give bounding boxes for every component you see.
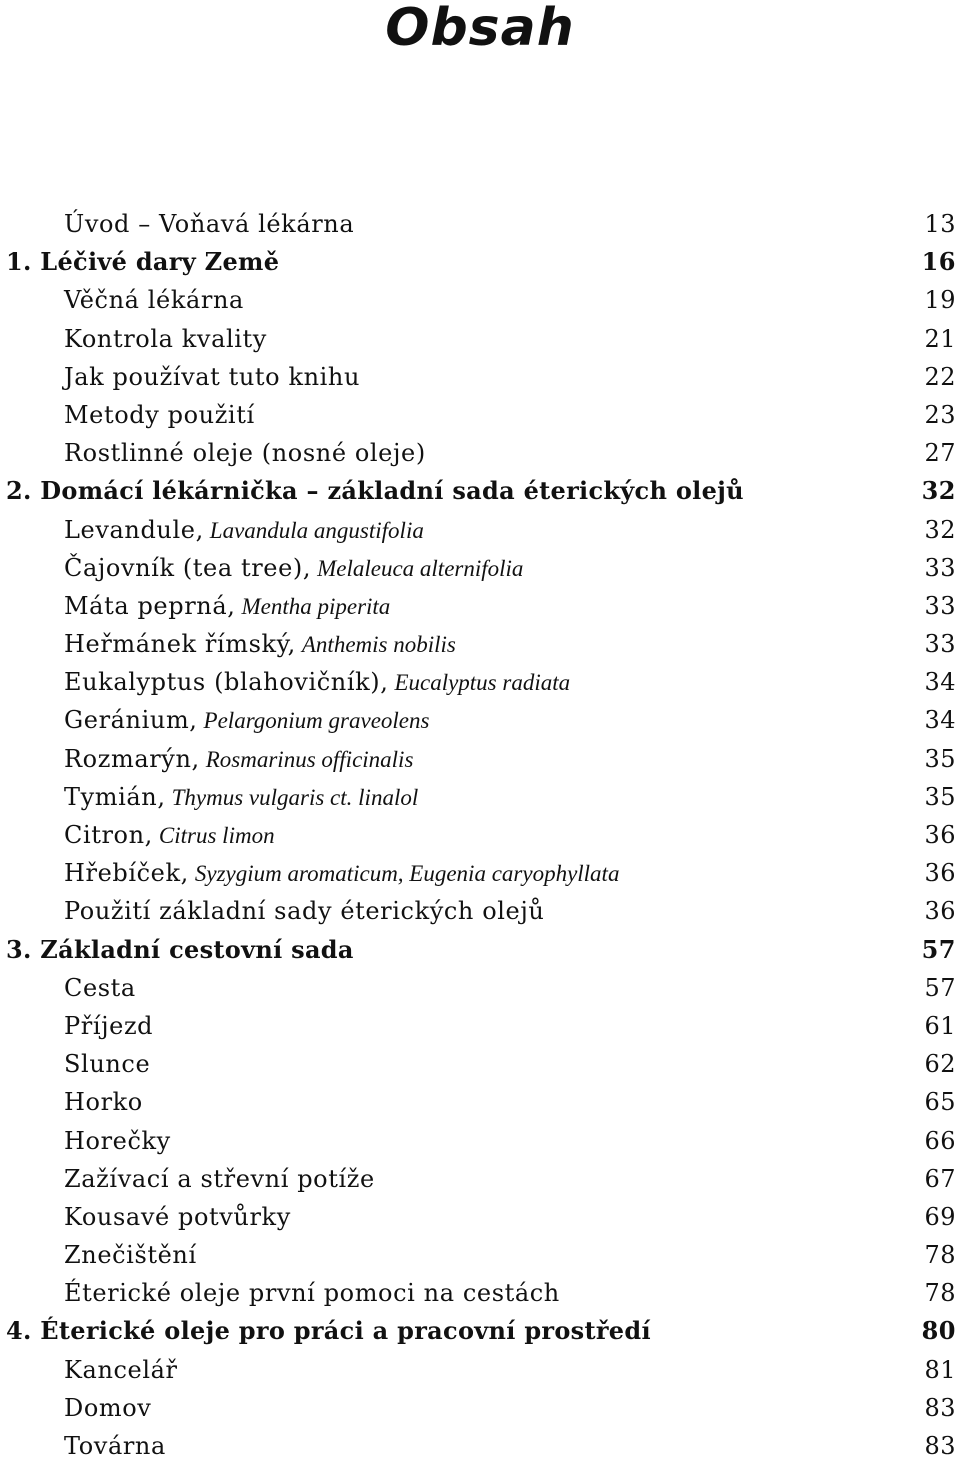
toc-entry-title <box>64 972 136 1004</box>
toc-entry-page-number: 81 <box>924 1355 956 1384</box>
toc-entry-title <box>6 246 279 278</box>
toc-entry <box>0 281 960 319</box>
toc-entry-page-number: 34 <box>924 668 956 697</box>
toc-entry <box>0 587 960 625</box>
toc-entry-title <box>64 208 354 240</box>
toc-entry-label: Horko <box>64 1088 143 1117</box>
toc-entry-latin-name: Rosmarinus officinalis <box>205 746 414 772</box>
toc-entry-page-number: 19 <box>924 286 956 315</box>
toc-entry-title <box>64 1125 171 1157</box>
toc-entry <box>0 1083 960 1121</box>
toc-entry-label: Použití základní sady éterických olejů <box>64 897 545 926</box>
toc-entry-title <box>6 934 354 966</box>
toc-entry-page-number: 27 <box>924 439 956 468</box>
toc-entry <box>0 969 960 1007</box>
toc-entry <box>0 511 960 549</box>
toc-entry-page-number: 32 <box>921 476 956 506</box>
toc-entry-title <box>64 743 413 776</box>
toc-entry-page-number: 83 <box>924 1393 956 1422</box>
toc-entry-label: Levandule, <box>64 515 204 544</box>
toc-entry-label: Slunce <box>64 1050 151 1079</box>
toc-entry <box>0 740 960 778</box>
toc-entry-title <box>64 361 360 393</box>
toc-entry <box>0 701 960 739</box>
toc-entry-page-number: 36 <box>924 821 956 849</box>
toc-entry-label: Heřmánek římský, <box>64 630 296 659</box>
toc-entry <box>0 549 960 587</box>
toc-entry-page-number: 33 <box>924 630 956 659</box>
toc-entry-label: Věčná lékárna <box>64 286 244 315</box>
toc-entry-latin-name: Citrus limon <box>158 823 275 848</box>
toc-chapter-entry <box>0 931 960 969</box>
toc-entry-page-number: 23 <box>924 400 956 429</box>
toc-entry-page-number: 32 <box>924 515 956 544</box>
toc-entry-page-number: 57 <box>921 934 956 964</box>
toc-entry-title <box>64 323 267 355</box>
toc-entry-title <box>6 475 744 507</box>
toc-entry <box>0 816 960 854</box>
toc-entry <box>0 1007 960 1045</box>
toc-entry-title <box>64 1048 150 1080</box>
toc-entry-label: Rostlinné oleje (nosné oleje) <box>64 439 426 468</box>
toc-entry-page-number: 62 <box>924 1050 956 1079</box>
toc-entry-page-number: 65 <box>924 1088 956 1117</box>
toc-entry-latin-name: Melaleuca alternifolia <box>317 555 524 581</box>
toc-entry <box>0 1351 960 1389</box>
toc-entry-label: Rozmarýn, <box>64 744 200 773</box>
toc-entry-label: Éterické oleje první pomoci na cestách <box>64 1279 560 1308</box>
toc-entry-title <box>64 1163 375 1195</box>
toc-entry-label: Tymián, <box>64 782 166 811</box>
page-title: Obsah <box>385 0 575 58</box>
toc-entry-label: 1. Léčivé dary Země <box>6 247 280 277</box>
toc-entry-page-number: 36 <box>924 897 956 926</box>
toc-entry-label: 4. Éterické oleje pro práci a pracovní prostředí <box>6 1316 651 1346</box>
toc-entry-title <box>64 704 429 737</box>
toc-entry-title <box>64 1239 197 1271</box>
toc-entry-title <box>64 1277 560 1309</box>
toc-entry-label: Úvod – Voňavá lékárna <box>64 210 355 238</box>
toc-entry-page-number: 36 <box>924 859 956 888</box>
toc-entry-title <box>64 819 275 852</box>
toc-entry <box>0 1198 960 1236</box>
toc-entry <box>0 854 960 892</box>
toc-entry-title <box>64 1010 153 1042</box>
toc-entry-label: Čajovník (tea tree), <box>64 553 312 582</box>
toc-entry <box>0 434 960 472</box>
toc-entry-label: Metody použití <box>64 400 255 429</box>
toc-entry-page-number: 13 <box>924 210 956 238</box>
toc-entry-label: Jak používat tuto knihu <box>64 362 361 391</box>
toc-entry-label: Cesta <box>64 973 136 1002</box>
toc-entry <box>0 1274 960 1312</box>
toc-entry-title <box>64 1201 291 1233</box>
toc-entry-label: Kousavé potvůrky <box>64 1202 291 1231</box>
toc-entry-title <box>64 1430 166 1462</box>
toc-chapter-entry <box>0 1312 960 1350</box>
toc-entry-label: Kancelář <box>64 1355 178 1384</box>
table-of-contents <box>0 205 960 1465</box>
toc-entry-label: Hřebíček, <box>64 859 189 888</box>
toc-entry-page-number: 66 <box>924 1126 956 1155</box>
toc-entry <box>0 358 960 396</box>
toc-entry-latin-name: Anthemis nobilis <box>301 632 456 658</box>
toc-entry-title <box>64 781 418 814</box>
toc-entry-label: 2. Domácí lékárnička – základní sada éterických olejů <box>6 476 744 506</box>
toc-chapter-entry <box>0 472 960 510</box>
toc-entry-label: Znečištění <box>64 1241 197 1270</box>
toc-entry <box>0 1122 960 1160</box>
toc-entry-label: Továrna <box>64 1432 166 1460</box>
toc-entry-title <box>64 1086 143 1118</box>
toc-entry-page-number: 61 <box>924 1011 956 1040</box>
toc-entry-title <box>64 552 523 585</box>
toc-entry-latin-name: Eucalyptus radiata <box>394 670 571 696</box>
toc-entry-latin-name: Syzygium aromaticum, Eugenia caryophyllata <box>194 861 620 887</box>
toc-entry <box>0 320 960 358</box>
toc-entry-latin-name: Thymus vulgaris ct. linalol <box>171 784 419 810</box>
toc-entry-page-number: 33 <box>924 591 956 620</box>
toc-entry-page-number: 35 <box>924 744 956 773</box>
toc-entry-title <box>64 1392 151 1424</box>
toc-entry-title <box>64 666 570 699</box>
toc-entry-page-number: 21 <box>924 324 956 353</box>
toc-entry-page-number: 83 <box>924 1432 956 1460</box>
toc-entry <box>0 892 960 930</box>
toc-entry-title <box>64 1354 178 1386</box>
toc-entry-page-number: 78 <box>924 1279 956 1308</box>
toc-entry-label: Zažívací a střevní potíže <box>64 1164 375 1193</box>
toc-entry <box>0 1160 960 1198</box>
toc-entry-label: Citron, <box>64 821 153 849</box>
toc-chapter-entry <box>0 243 960 281</box>
toc-entry <box>0 1236 960 1274</box>
toc-entry-title <box>64 437 426 469</box>
toc-entry-title <box>64 590 390 623</box>
toc-entry-label: Kontrola kvality <box>64 324 267 353</box>
toc-entry-label: Příjezd <box>64 1011 154 1040</box>
toc-entry-label: Horečky <box>64 1126 171 1155</box>
toc-entry-page-number: 33 <box>924 553 956 582</box>
toc-entry-title <box>64 628 456 661</box>
toc-entry-title <box>64 399 255 431</box>
toc-entry-latin-name: Pelargonium graveolens <box>203 708 430 734</box>
toc-entry-page-number: 78 <box>924 1241 956 1270</box>
toc-entry <box>0 1389 960 1427</box>
toc-entry-latin-name: Lavandula angustifolia <box>209 517 424 543</box>
toc-entry-page-number: 57 <box>924 973 956 1002</box>
toc-entry-page-number: 16 <box>921 247 956 277</box>
toc-entry <box>0 1427 960 1465</box>
toc-entry-latin-name: Mentha piperita <box>241 593 391 619</box>
toc-entry-title <box>6 1315 651 1347</box>
toc-entry-label: Eukalyptus (blahovičník), <box>64 668 389 697</box>
toc-entry-page-number: 22 <box>924 362 956 391</box>
toc-entry <box>0 625 960 663</box>
toc-entry <box>0 778 960 816</box>
toc-entry-page-number: 67 <box>924 1164 956 1193</box>
toc-entry-page-number: 34 <box>924 706 956 735</box>
toc-entry-title <box>64 857 619 890</box>
toc-entry <box>0 663 960 701</box>
toc-entry-page-number: 69 <box>924 1202 956 1231</box>
toc-entry-title <box>64 284 244 316</box>
toc-entry-page-number: 80 <box>921 1316 956 1346</box>
toc-entry-page-number: 35 <box>924 782 956 811</box>
toc-entry-label: Máta peprná, <box>64 591 236 620</box>
toc-entry <box>0 205 960 243</box>
toc-entry <box>0 1045 960 1083</box>
toc-entry-label: Geránium, <box>64 706 198 735</box>
toc-entry-label: Domov <box>64 1393 152 1422</box>
toc-entry-title <box>64 514 424 547</box>
toc-entry-title <box>64 895 544 927</box>
toc-entry-label: 3. Základní cestovní sada <box>6 934 354 964</box>
toc-entry <box>0 396 960 434</box>
